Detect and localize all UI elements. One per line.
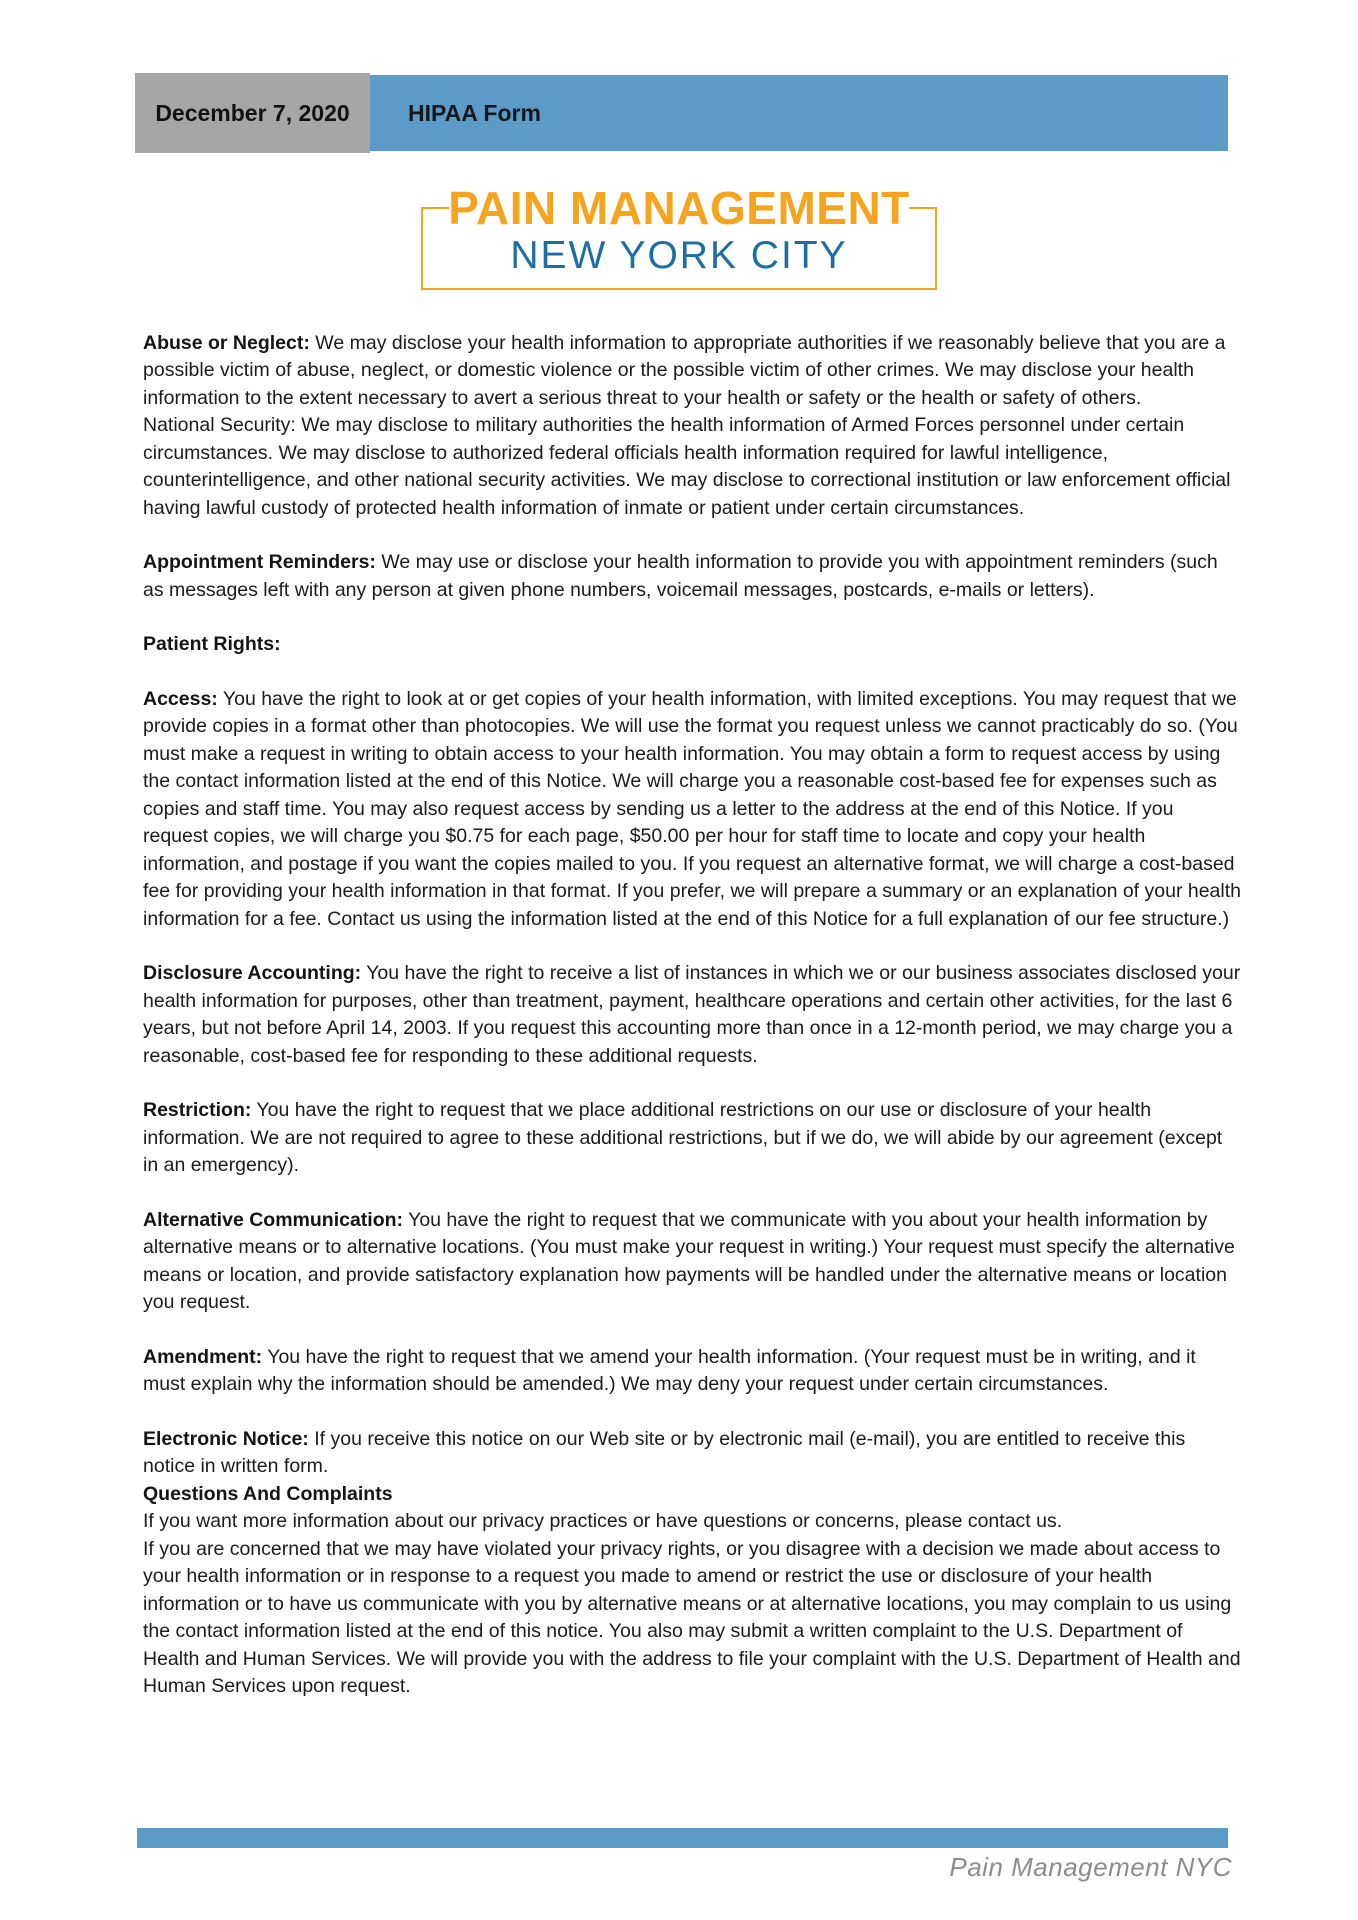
paragraph bbox=[143, 1536, 1241, 1701]
paragraph-text: You have the right to request that we communicate with you about your health information by alternative means or to alternative locations. (You must make your request in writing.) Your request must specify the alternative means or location, and provide satisfactory explanation how payments will be handled under the alternative means or location you request. bbox=[143, 1208, 1235, 1314]
paragraph-text: If you receive this notice on our Web site or by electronic mail (e-mail), you are entitled to receive this notice in written form. bbox=[143, 1427, 1186, 1478]
paragraph bbox=[143, 549, 1241, 604]
paragraph-text: If you are concerned that we may have violated your privacy rights, or you disagree with a decision we made about access to your health information or in response to a request you made to amend or restrict the use or disclosure of your health information or to have us communicate with you by alternative means or at alternative locations, you may complain to us using the contact information listed at the end of this notice. You also may submit a written complaint to the U.S. Department of Health and Human Services. We will provide you with the address to file your complaint with the U.S. Department of Health and Human Services upon request. bbox=[143, 1537, 1241, 1698]
footer-brand: Pain Management NYC bbox=[949, 1852, 1232, 1882]
paragraph-label: Abuse or Neglect: bbox=[143, 331, 310, 354]
paragraph-text: You have the right to look at or get copies of your health information, with limited exceptions. You may request that we provide copies in a format other than photocopies. We will use the format you request unless we cannot practicably do so. (You must make a request in writing to obtain access to your health information. You may obtain a form to request access by using the contact information listed at the end of this Notice. We will charge you a reasonable cost-based fee for expenses such as copies and staff time. You may also request access by sending us a letter to the address at the end of this Notice. If you request copies, we will charge you $0.75 for each page, $50.00 per hour for staff time to locate and copy your health information, and postage if you want the copies mailed to you. If you request an alternative format, we will charge a cost-based fee for providing your health information in that format. If you prefer, we will prepare a summary or an explanation of your health information for a fee. Contact us using the information listed at the end of this Notice for a full explanation of our fee structure.) bbox=[143, 687, 1241, 930]
paragraph-text: If you want more information about our privacy practices or have questions or concerns, please contact us. bbox=[143, 1510, 1063, 1533]
paragraph-text: You have the right to request that we amend your health information. (Your request must be in writing, and it must explain why the information should be amended.) We may deny your request under certain circumstances. bbox=[143, 1345, 1196, 1396]
paragraph-label: Restriction: bbox=[143, 1099, 252, 1122]
paragraph bbox=[143, 1207, 1241, 1317]
paragraph bbox=[143, 1426, 1241, 1481]
paragraph bbox=[143, 412, 1241, 522]
paragraph-label: Appointment Reminders: bbox=[143, 551, 376, 574]
header-title-bar bbox=[370, 75, 1228, 151]
paragraph-text: National Security: We may disclose to military authorities the health information of Armed Forces personnel under certain circumstances. We may disclose to authorized federal officials health information required for lawful intelligence, counterintelligence, and other national security activities. We may disclose to correctional institution or law enforcement official having lawful custody of protected health information of inmate or patient under certain circumstances. bbox=[143, 414, 1231, 519]
paragraph-text: You have the right to request that we place additional restrictions on our use or disclosure of your health information. We are not required to agree to these additional restrictions, but if we do, we will abide by our agreement (except in an emergency). bbox=[143, 1099, 1223, 1177]
paragraph-label: Patient Rights: bbox=[143, 633, 281, 656]
logo-subtitle: NEW YORK CITY bbox=[510, 234, 848, 277]
logo-title: PAIN MANAGEMENT bbox=[448, 182, 910, 234]
paragraph bbox=[143, 1097, 1241, 1180]
paragraph-label: Questions And Complaints bbox=[143, 1482, 393, 1505]
header-date-box bbox=[135, 73, 370, 153]
paragraph-label: Electronic Notice: bbox=[143, 1427, 309, 1450]
paragraph-label: Access: bbox=[143, 687, 218, 710]
paragraph bbox=[143, 1481, 1241, 1509]
header-title: HIPAA Form bbox=[408, 99, 541, 126]
paragraph bbox=[143, 1344, 1241, 1399]
page-header bbox=[135, 73, 1228, 153]
paragraph bbox=[143, 960, 1241, 1070]
paragraph-label: Disclosure Accounting: bbox=[143, 962, 362, 985]
paragraph-text: We may disclose your health information to appropriate authorities if we reasonably believe that you are a possible victim of abuse, neglect, or domestic violence or the possible victim of other crimes. We may disclose your health information to the extent necessary to avert a serious threat to your health or safety or the health or safety of others. bbox=[143, 331, 1226, 409]
paragraph bbox=[143, 686, 1241, 934]
paragraph-label: Alternative Communication: bbox=[143, 1208, 404, 1231]
paragraph-text: We may use or disclose your health information to provide you with appointment reminders (such as messages left with any person at given phone numbers, voicemail messages, postcards, e-mails or letters). bbox=[143, 551, 1218, 601]
footer-bar bbox=[137, 1828, 1228, 1848]
paragraph bbox=[143, 330, 1241, 413]
paragraph-text: You have the right to receive a list of instances in which we or our business associates disclosed your health information for purposes, other than treatment, payment, healthcare operations and certain other activities, for the last 6 years, but not before April 14, 2003. If you request this accounting more than once in a 12-month period, we may charge you a reasonable, cost-based fee for responding to these additional requests. bbox=[143, 962, 1241, 1067]
paragraph-label: Amendment: bbox=[143, 1345, 263, 1368]
header-date: December 7, 2020 bbox=[155, 99, 350, 126]
clinic-logo bbox=[421, 182, 937, 290]
paragraph bbox=[143, 631, 1241, 659]
document-body bbox=[143, 330, 1241, 1701]
paragraph bbox=[143, 1508, 1241, 1536]
